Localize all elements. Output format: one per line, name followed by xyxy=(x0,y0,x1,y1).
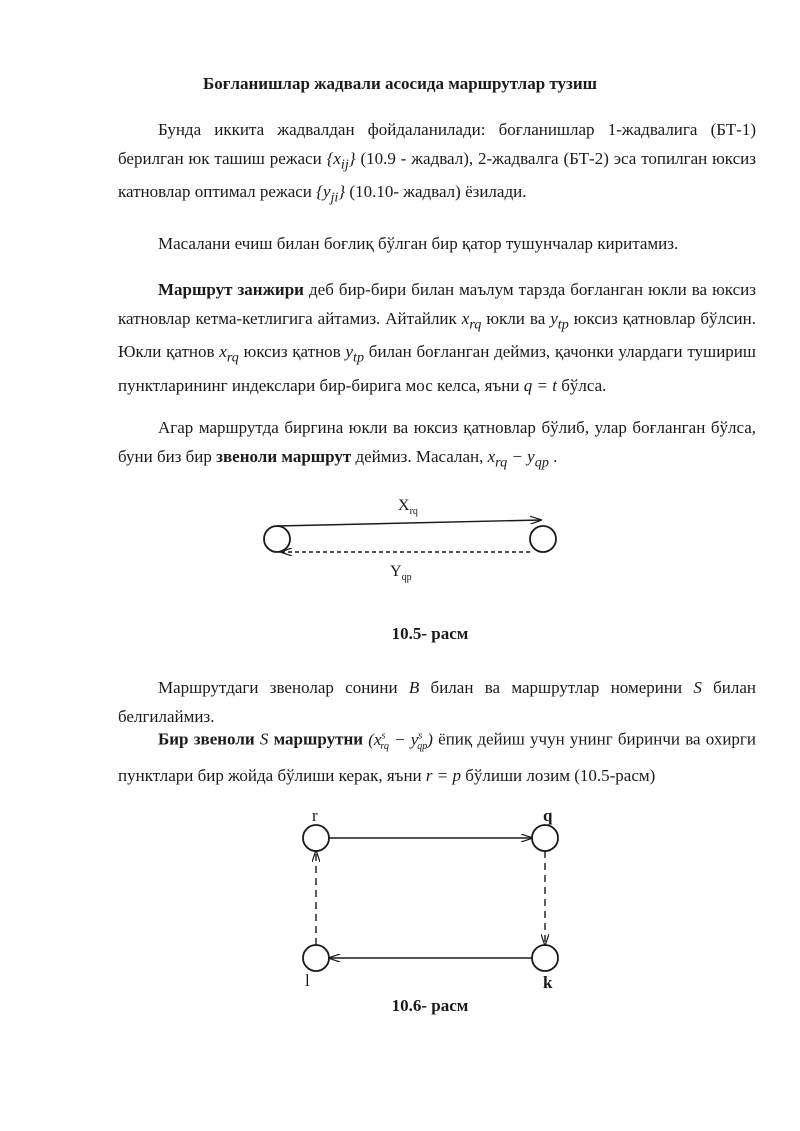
label-k: k xyxy=(543,973,553,992)
text: Бунда иккита жадвалдан фойдаланилади: боғланишлар 1-жадвалига (БТ-1) берилган юк ташиш режаси xyxy=(118,120,756,168)
math-x-rq: $x_{rq}$ xyxy=(219,342,239,366)
label-y-qp: $Y_{qp}$ xyxy=(390,563,412,583)
label-l: l xyxy=(305,971,310,990)
node-k xyxy=(532,945,558,971)
math-r-eq-p: r = p xyxy=(425,765,461,785)
paragraph-single-link-route: Агар маршрутда биргина юкли ва юксиз қатновлар бўлиб, улар боғланган бўлса, буни биз бир звеноли маршрут деймиз. Масалан, $x_{rq} - y_{qp}$ . xyxy=(118,418,756,470)
paragraph-closed-route: Бир звеноли S маршрутни $(x^s_{rq} - y^s_{qp})$ ёпиқ дейиш учун унинг биринчи ва охирги пунктлари бир жойда бўлиши керак, яъни r = p бўлиши лозим (10.5-расм) xyxy=(118,729,756,785)
math-S: S xyxy=(693,678,702,697)
math-x-rq: $x_{rq}$ xyxy=(461,308,482,332)
paragraph-concepts: Масалани ечиш билан боғлиқ бўлган бир қатор тушунчалар киритамиз. xyxy=(158,234,679,253)
label-x-rq: $X_{rq}$ xyxy=(398,497,418,517)
math-y-ji: $\{y_{ji}\}$ xyxy=(316,182,346,206)
label-q: q xyxy=(543,806,553,825)
figure-10-6-caption: 10.6- расм xyxy=(391,996,469,1015)
math-y-tp: $y_{tp}$ xyxy=(345,342,365,366)
math-y-tp: $y_{tp}$ xyxy=(550,308,569,332)
label-r: r xyxy=(312,806,318,825)
term-single-link: Бир звеноли xyxy=(158,729,260,749)
text: (10.9 - жадвал), 2-жадвалга (БТ-2) эса топилган юксиз катновлар оптимал режаси xyxy=(118,148,756,202)
node-q xyxy=(532,825,558,851)
math-example: $x_{rq} - y_{qp}$ xyxy=(487,446,549,470)
page-title: Боғланишлар жадвали асосида маршрутлар тузиш xyxy=(202,74,598,93)
paragraph-notation: Маршрутдаги звенолар сонини B билан ва маршрутлар номерини S билан белгилаймиз. xyxy=(118,678,756,726)
term-route: маршрутни xyxy=(268,729,369,749)
math-x-ij: $\{x_{ij}\}$ xyxy=(326,148,356,172)
math-q-eq-t: q = t xyxy=(523,376,557,396)
math-B: B xyxy=(408,678,420,697)
term-route-chain: Маршрут занжири xyxy=(158,280,304,299)
node-r xyxy=(303,825,329,851)
node-l xyxy=(303,945,329,971)
figure-10-5-caption: 10.5- расм xyxy=(391,624,469,643)
text: (10.10- жадвал) ёзилади. xyxy=(345,182,527,202)
math-S: S xyxy=(259,729,269,749)
math-route-s: $(x^s_{rq} - y^s_{qp})$ xyxy=(368,729,433,753)
term-single-link-route: звеноли маршрут xyxy=(216,446,352,466)
paragraph-route-chain: Маршрут занжири деб бир-бири билан маълум тарзда боғланган юкли ва юксиз катновлар кетма-кетлигига айтамиз. Айтайлик $x_{rq}$ юкли ва $y_{tp}$ юксиз қатновлар бўлсин. Юкли қатнов $x_{rq}$ юксиз қатнов $y_{tp}$ билан боғланган деймиз, қачонки улардаги тушириш пунктларининг индекслари бир-бирига мос келса, яъни q = t бўлса. xyxy=(118,280,756,396)
